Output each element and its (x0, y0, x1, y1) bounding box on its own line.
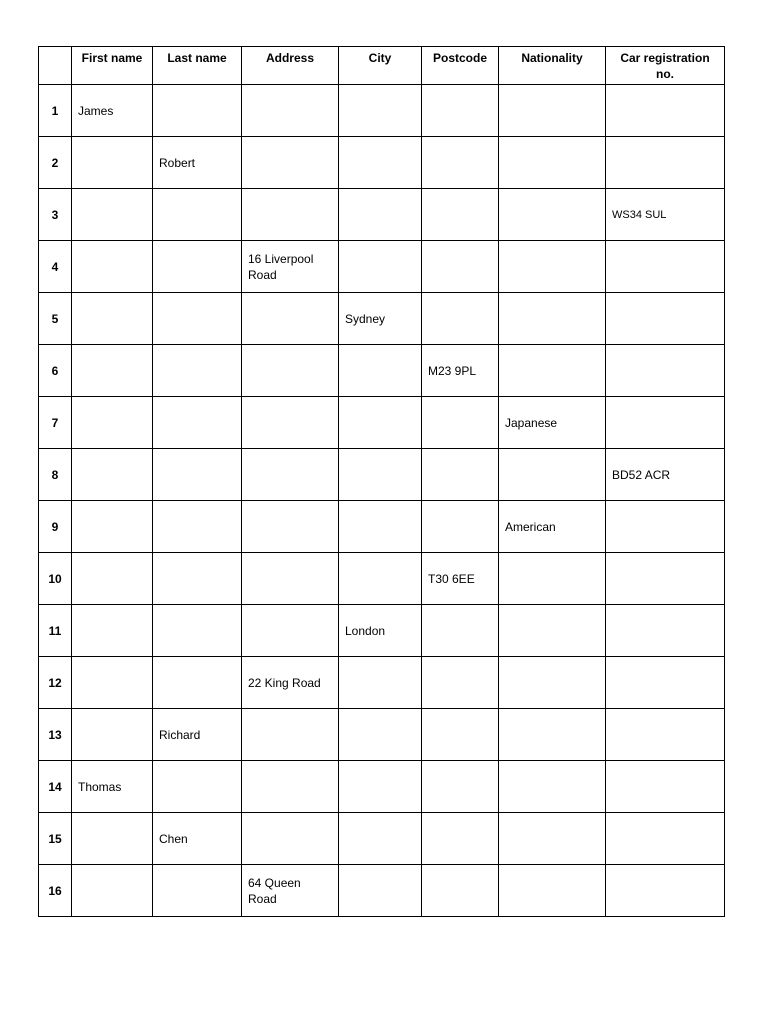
city-cell (339, 657, 422, 709)
table-row (39, 865, 725, 917)
nationality-cell: Japanese (499, 397, 606, 449)
last-name-cell (153, 345, 242, 397)
address-cell (242, 761, 339, 813)
car-registration-cell (606, 709, 725, 761)
table-row (39, 761, 725, 813)
city-cell (339, 345, 422, 397)
first-name-cell (72, 865, 153, 917)
row-number-cell: 15 (39, 813, 72, 865)
first-name-cell: Thomas (72, 761, 153, 813)
last-name-cell (153, 397, 242, 449)
last-name-cell (153, 761, 242, 813)
car-registration-cell (606, 397, 725, 449)
last-name-cell (153, 189, 242, 241)
table-row (39, 709, 725, 761)
row-number-cell: 9 (39, 501, 72, 553)
postcode-cell (422, 241, 499, 293)
last-name-cell (153, 605, 242, 657)
first-name-cell: James (72, 85, 153, 137)
nationality-cell (499, 605, 606, 657)
first-name-cell (72, 241, 153, 293)
postcode-cell (422, 761, 499, 813)
nationality-cell (499, 189, 606, 241)
nationality-cell: American (499, 501, 606, 553)
last-name-cell: Robert (153, 137, 242, 189)
address-cell (242, 345, 339, 397)
table-row (39, 85, 725, 137)
postcode-cell (422, 813, 499, 865)
row-number-cell: 13 (39, 709, 72, 761)
nationality-cell (499, 553, 606, 605)
table-row (39, 449, 725, 501)
address-cell (242, 553, 339, 605)
car-registration-cell (606, 605, 725, 657)
table-row (39, 293, 725, 345)
table-row (39, 137, 725, 189)
last-name-cell (153, 85, 242, 137)
city-cell (339, 501, 422, 553)
last-name-cell (153, 241, 242, 293)
address-cell (242, 813, 339, 865)
table-row (39, 501, 725, 553)
address-cell (242, 85, 339, 137)
city-cell (339, 865, 422, 917)
last-name-cell: Chen (153, 813, 242, 865)
postcode-cell (422, 449, 499, 501)
car-registration-cell (606, 865, 725, 917)
row-number-cell: 7 (39, 397, 72, 449)
table-row (39, 553, 725, 605)
postcode-cell (422, 85, 499, 137)
nationality-cell (499, 345, 606, 397)
row-number-cell: 2 (39, 137, 72, 189)
last-name-cell (153, 865, 242, 917)
first-name-cell (72, 605, 153, 657)
nationality-cell (499, 241, 606, 293)
postcode-cell (422, 605, 499, 657)
table-row (39, 605, 725, 657)
postcode-cell: M23 9PL (422, 345, 499, 397)
nationality-cell (499, 865, 606, 917)
city-cell (339, 813, 422, 865)
postcode-cell (422, 501, 499, 553)
car-registration-cell (606, 553, 725, 605)
nationality-cell (499, 709, 606, 761)
row-number-cell: 11 (39, 605, 72, 657)
last-name-cell: Richard (153, 709, 242, 761)
header-index (39, 47, 72, 85)
nationality-cell (499, 293, 606, 345)
row-number-cell: 16 (39, 865, 72, 917)
city-cell (339, 241, 422, 293)
city-cell (339, 85, 422, 137)
first-name-cell (72, 397, 153, 449)
table-row (39, 241, 725, 293)
city-cell (339, 397, 422, 449)
postcode-cell (422, 137, 499, 189)
header-row (39, 47, 725, 85)
first-name-cell (72, 813, 153, 865)
last-name-cell (153, 449, 242, 501)
postcode-cell (422, 657, 499, 709)
car-registration-cell (606, 657, 725, 709)
address-cell (242, 137, 339, 189)
row-number-cell: 3 (39, 189, 72, 241)
address-cell: 22 King Road (242, 657, 339, 709)
header-nationality: Nationality (499, 47, 606, 85)
row-number-cell: 1 (39, 85, 72, 137)
postcode-cell (422, 189, 499, 241)
nationality-cell (499, 761, 606, 813)
address-cell (242, 397, 339, 449)
address-cell (242, 293, 339, 345)
nationality-cell (499, 85, 606, 137)
address-cell (242, 189, 339, 241)
first-name-cell (72, 345, 153, 397)
nationality-cell (499, 449, 606, 501)
header-address: Address (242, 47, 339, 85)
city-cell (339, 189, 422, 241)
postcode-cell (422, 397, 499, 449)
header-postcode: Postcode (422, 47, 499, 85)
table-row (39, 397, 725, 449)
header-car-registration: Car registration no. (606, 47, 725, 85)
table-body (39, 85, 725, 917)
last-name-cell (153, 501, 242, 553)
postcode-cell (422, 865, 499, 917)
car-registration-cell (606, 813, 725, 865)
address-cell (242, 501, 339, 553)
first-name-cell (72, 293, 153, 345)
car-registration-cell (606, 293, 725, 345)
last-name-cell (153, 657, 242, 709)
first-name-cell (72, 449, 153, 501)
header-first-name: First name (72, 47, 153, 85)
car-registration-cell (606, 137, 725, 189)
table-row (39, 813, 725, 865)
nationality-cell (499, 657, 606, 709)
city-cell: Sydney (339, 293, 422, 345)
table-row (39, 345, 725, 397)
car-registration-cell: WS34 SUL (606, 189, 725, 241)
address-cell (242, 449, 339, 501)
city-cell: London (339, 605, 422, 657)
postcode-cell (422, 709, 499, 761)
table-row (39, 189, 725, 241)
row-number-cell: 10 (39, 553, 72, 605)
first-name-cell (72, 137, 153, 189)
last-name-cell (153, 553, 242, 605)
postcode-cell: T30 6EE (422, 553, 499, 605)
first-name-cell (72, 501, 153, 553)
row-number-cell: 4 (39, 241, 72, 293)
address-cell (242, 605, 339, 657)
row-number-cell: 12 (39, 657, 72, 709)
car-registration-cell: BD52 ACR (606, 449, 725, 501)
table-header (39, 47, 725, 85)
car-registration-cell (606, 501, 725, 553)
first-name-cell (72, 189, 153, 241)
nationality-cell (499, 137, 606, 189)
table-row (39, 657, 725, 709)
car-registration-cell (606, 241, 725, 293)
row-number-cell: 6 (39, 345, 72, 397)
header-last-name: Last name (153, 47, 242, 85)
first-name-cell (72, 709, 153, 761)
last-name-cell (153, 293, 242, 345)
car-registration-cell (606, 345, 725, 397)
row-number-cell: 5 (39, 293, 72, 345)
city-cell (339, 137, 422, 189)
row-number-cell: 8 (39, 449, 72, 501)
nationality-cell (499, 813, 606, 865)
car-registration-cell (606, 761, 725, 813)
city-cell (339, 449, 422, 501)
address-cell: 64 Queen Road (242, 865, 339, 917)
city-cell (339, 761, 422, 813)
row-number-cell: 14 (39, 761, 72, 813)
data-table (38, 46, 725, 917)
address-cell (242, 709, 339, 761)
postcode-cell (422, 293, 499, 345)
car-registration-cell (606, 85, 725, 137)
city-cell (339, 553, 422, 605)
first-name-cell (72, 657, 153, 709)
city-cell (339, 709, 422, 761)
header-city: City (339, 47, 422, 85)
first-name-cell (72, 553, 153, 605)
address-cell: 16 Liverpool Road (242, 241, 339, 293)
